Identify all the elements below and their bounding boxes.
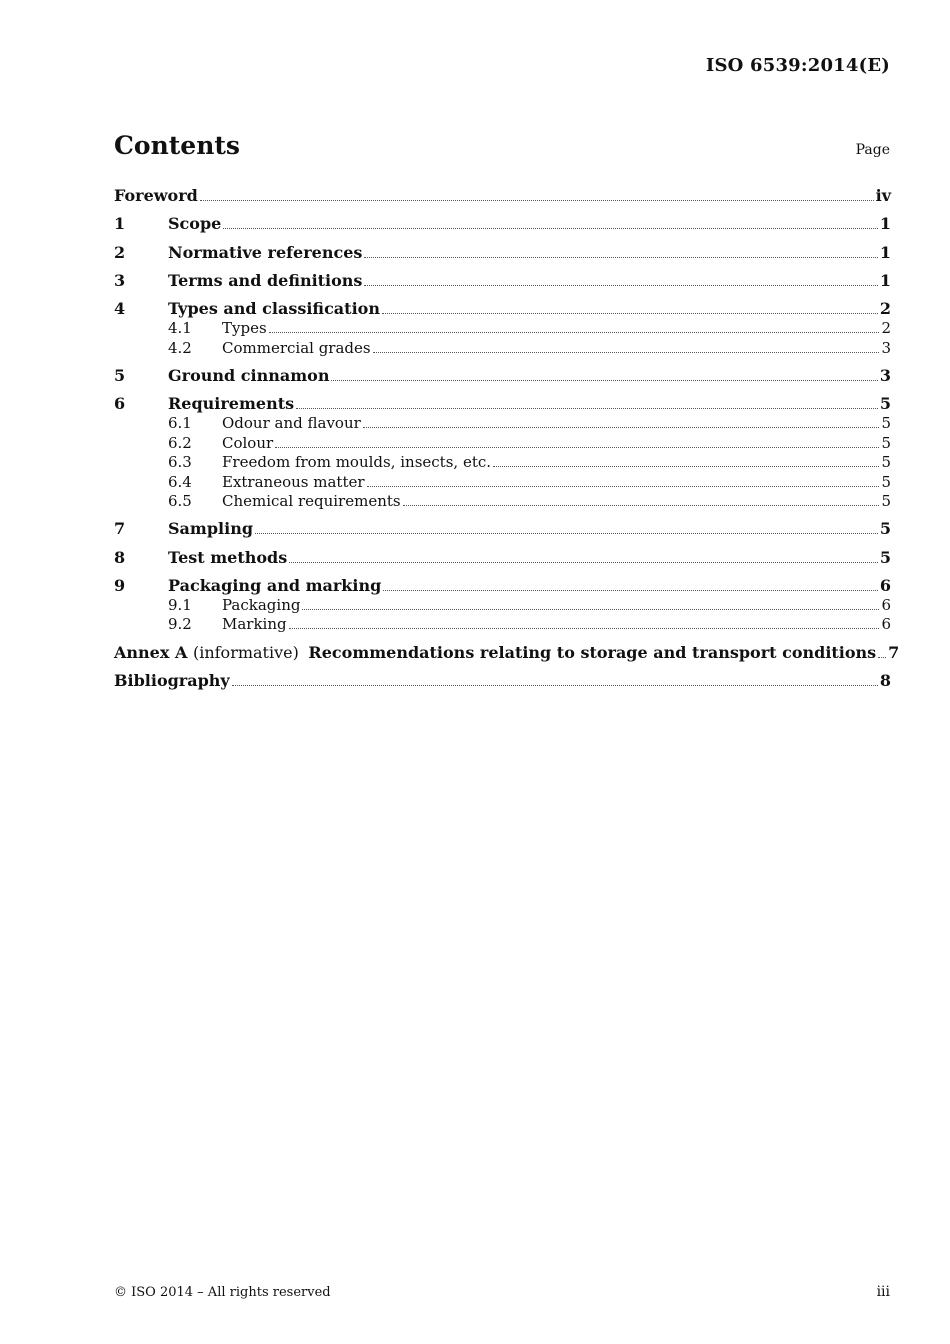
toc-entry-title: Packaging and marking xyxy=(168,576,382,596)
dot-leader xyxy=(232,673,878,686)
dot-leader xyxy=(383,578,878,591)
toc-entry-annex-a[interactable] xyxy=(114,642,900,671)
dot-leader xyxy=(269,320,880,333)
toc-entry-requirements[interactable] xyxy=(114,394,891,414)
toc-entry-foreword[interactable] xyxy=(114,186,891,214)
annex-kind: (informative) xyxy=(192,642,299,662)
toc-subentry-freedom-from-moulds[interactable] xyxy=(114,453,891,472)
toc-entry-title: Commercial grades xyxy=(222,338,371,357)
toc-entry-number: 4.2 xyxy=(168,338,192,357)
toc-entry-title: Colour xyxy=(222,433,274,452)
dot-leader xyxy=(331,368,877,381)
toc-entry-title: Terms and definitions xyxy=(168,270,363,290)
toc-entry-title: Freedom from moulds, insects, etc. xyxy=(222,453,492,472)
dot-leader xyxy=(363,415,880,428)
toc-subentry-chemical-requirements[interactable] xyxy=(114,492,891,520)
toc-entry-number: 6.4 xyxy=(168,472,192,491)
toc-entry-title: Odour and flavour xyxy=(222,414,361,433)
toc-entry-bibliography[interactable] xyxy=(114,671,891,699)
toc-entry-normative-references[interactable] xyxy=(114,243,891,271)
toc-entry-title: Sampling xyxy=(168,519,254,539)
toc-entry-terms-and-definitions[interactable] xyxy=(114,271,891,299)
toc-entry-title: Normative references xyxy=(168,242,363,262)
dot-leader xyxy=(878,645,886,658)
toc-entry-number: 9.1 xyxy=(168,596,192,615)
toc-entry-number: 3 xyxy=(114,270,126,290)
toc-subentry-colour[interactable] xyxy=(114,434,891,453)
toc-entry-page: 3 xyxy=(879,366,891,386)
dot-leader xyxy=(382,301,878,314)
toc-entry-number: 6.5 xyxy=(168,491,192,510)
toc-entry-test-methods[interactable] xyxy=(114,548,891,576)
contents-title: Contents xyxy=(114,131,241,160)
toc-subentry-marking[interactable] xyxy=(114,615,891,643)
toc-entry-ground-cinnamon[interactable] xyxy=(114,366,891,394)
toc-entry-number: 7 xyxy=(114,519,126,539)
toc-entry-page: 5 xyxy=(881,472,891,491)
toc-entry-page: 5 xyxy=(881,491,891,510)
toc-subentry-odour-and-flavour[interactable] xyxy=(114,414,891,433)
dot-leader xyxy=(364,273,877,286)
dot-leader xyxy=(367,474,880,487)
table-of-contents xyxy=(114,186,900,700)
footer-page-number: iii xyxy=(876,1284,890,1300)
toc-entry-page: 2 xyxy=(879,299,891,319)
dot-leader xyxy=(364,245,877,258)
toc-entry-title: Types and classification xyxy=(168,299,380,319)
toc-entry-number: 9.2 xyxy=(168,615,192,634)
dot-leader xyxy=(200,188,874,201)
toc-entry-page: 1 xyxy=(879,270,891,290)
dot-leader xyxy=(255,521,878,534)
toc-entry-number: 8 xyxy=(114,547,126,567)
toc-entry-types-and-classification[interactable] xyxy=(114,299,891,319)
dot-leader xyxy=(296,396,878,409)
toc-subentry-types[interactable] xyxy=(114,319,891,338)
document-id: ISO 6539:2014(E) xyxy=(705,55,890,76)
toc-entry-page: 5 xyxy=(879,519,891,539)
toc-entry-page: 5 xyxy=(879,547,891,567)
toc-entry-title: Types xyxy=(222,319,267,338)
toc-entry-number: 6 xyxy=(114,394,126,414)
toc-entry-page: 6 xyxy=(881,596,891,615)
toc-entry-page: 6 xyxy=(881,615,891,634)
toc-entry-number: 6.2 xyxy=(168,433,192,452)
dot-leader xyxy=(493,454,879,467)
toc-subentry-commercial-grades[interactable] xyxy=(114,339,891,367)
dot-leader xyxy=(302,597,879,610)
dot-leader xyxy=(373,340,880,353)
toc-entry-page: 5 xyxy=(879,394,891,414)
toc-entry-number: 4 xyxy=(114,299,126,319)
page-column-label: Page xyxy=(855,142,890,158)
toc-entry-title: Foreword xyxy=(114,186,198,205)
toc-entry-page: iv xyxy=(875,186,891,205)
toc-entry-number: 6.3 xyxy=(168,453,192,472)
toc-entry-title: Extraneous matter xyxy=(222,472,365,491)
toc-entry-number: 6.1 xyxy=(168,414,192,433)
toc-entry-page: 5 xyxy=(881,414,891,433)
toc-entry-scope[interactable] xyxy=(114,214,891,242)
annex-title: Recommendations relating to storage and transport conditions xyxy=(308,642,877,662)
toc-entry-number: 2 xyxy=(114,242,126,262)
footer-copyright: © ISO 2014 – All rights reserved xyxy=(114,1285,331,1300)
toc-entry-page: 1 xyxy=(879,214,891,234)
toc-subentry-packaging[interactable] xyxy=(114,596,891,615)
toc-entry-page: 5 xyxy=(881,453,891,472)
toc-entry-page: 7 xyxy=(888,642,900,662)
dot-leader xyxy=(223,216,878,229)
toc-entry-number: 9 xyxy=(114,576,126,596)
toc-entry-sampling[interactable] xyxy=(114,519,891,547)
toc-subentry-extraneous-matter[interactable] xyxy=(114,473,891,492)
dot-leader xyxy=(275,435,879,448)
toc-entry-title: Packaging xyxy=(222,596,301,615)
toc-entry-title: Marking xyxy=(222,615,287,634)
dot-leader xyxy=(403,493,880,506)
toc-entry-title xyxy=(114,643,876,663)
annex-label: Annex A xyxy=(114,642,188,662)
toc-entry-page: 5 xyxy=(881,433,891,452)
toc-entry-packaging-and-marking[interactable] xyxy=(114,576,891,596)
toc-entry-title: Scope xyxy=(168,214,222,234)
toc-entry-page: 1 xyxy=(879,242,891,262)
toc-entry-number: 4.1 xyxy=(168,319,192,338)
toc-entry-number: 5 xyxy=(114,366,126,386)
toc-entry-page: 2 xyxy=(881,319,891,338)
toc-entry-number: 1 xyxy=(114,214,126,234)
toc-entry-page: 3 xyxy=(881,338,891,357)
dot-leader xyxy=(289,550,878,563)
toc-entry-title: Requirements xyxy=(168,394,295,414)
toc-entry-title: Ground cinnamon xyxy=(168,366,330,386)
toc-entry-title: Bibliography xyxy=(114,671,230,691)
dot-leader xyxy=(289,616,880,629)
toc-entry-page: 6 xyxy=(879,576,891,596)
toc-entry-title: Chemical requirements xyxy=(222,491,401,510)
toc-entry-title: Test methods xyxy=(168,547,288,567)
toc-entry-page: 8 xyxy=(879,671,891,691)
